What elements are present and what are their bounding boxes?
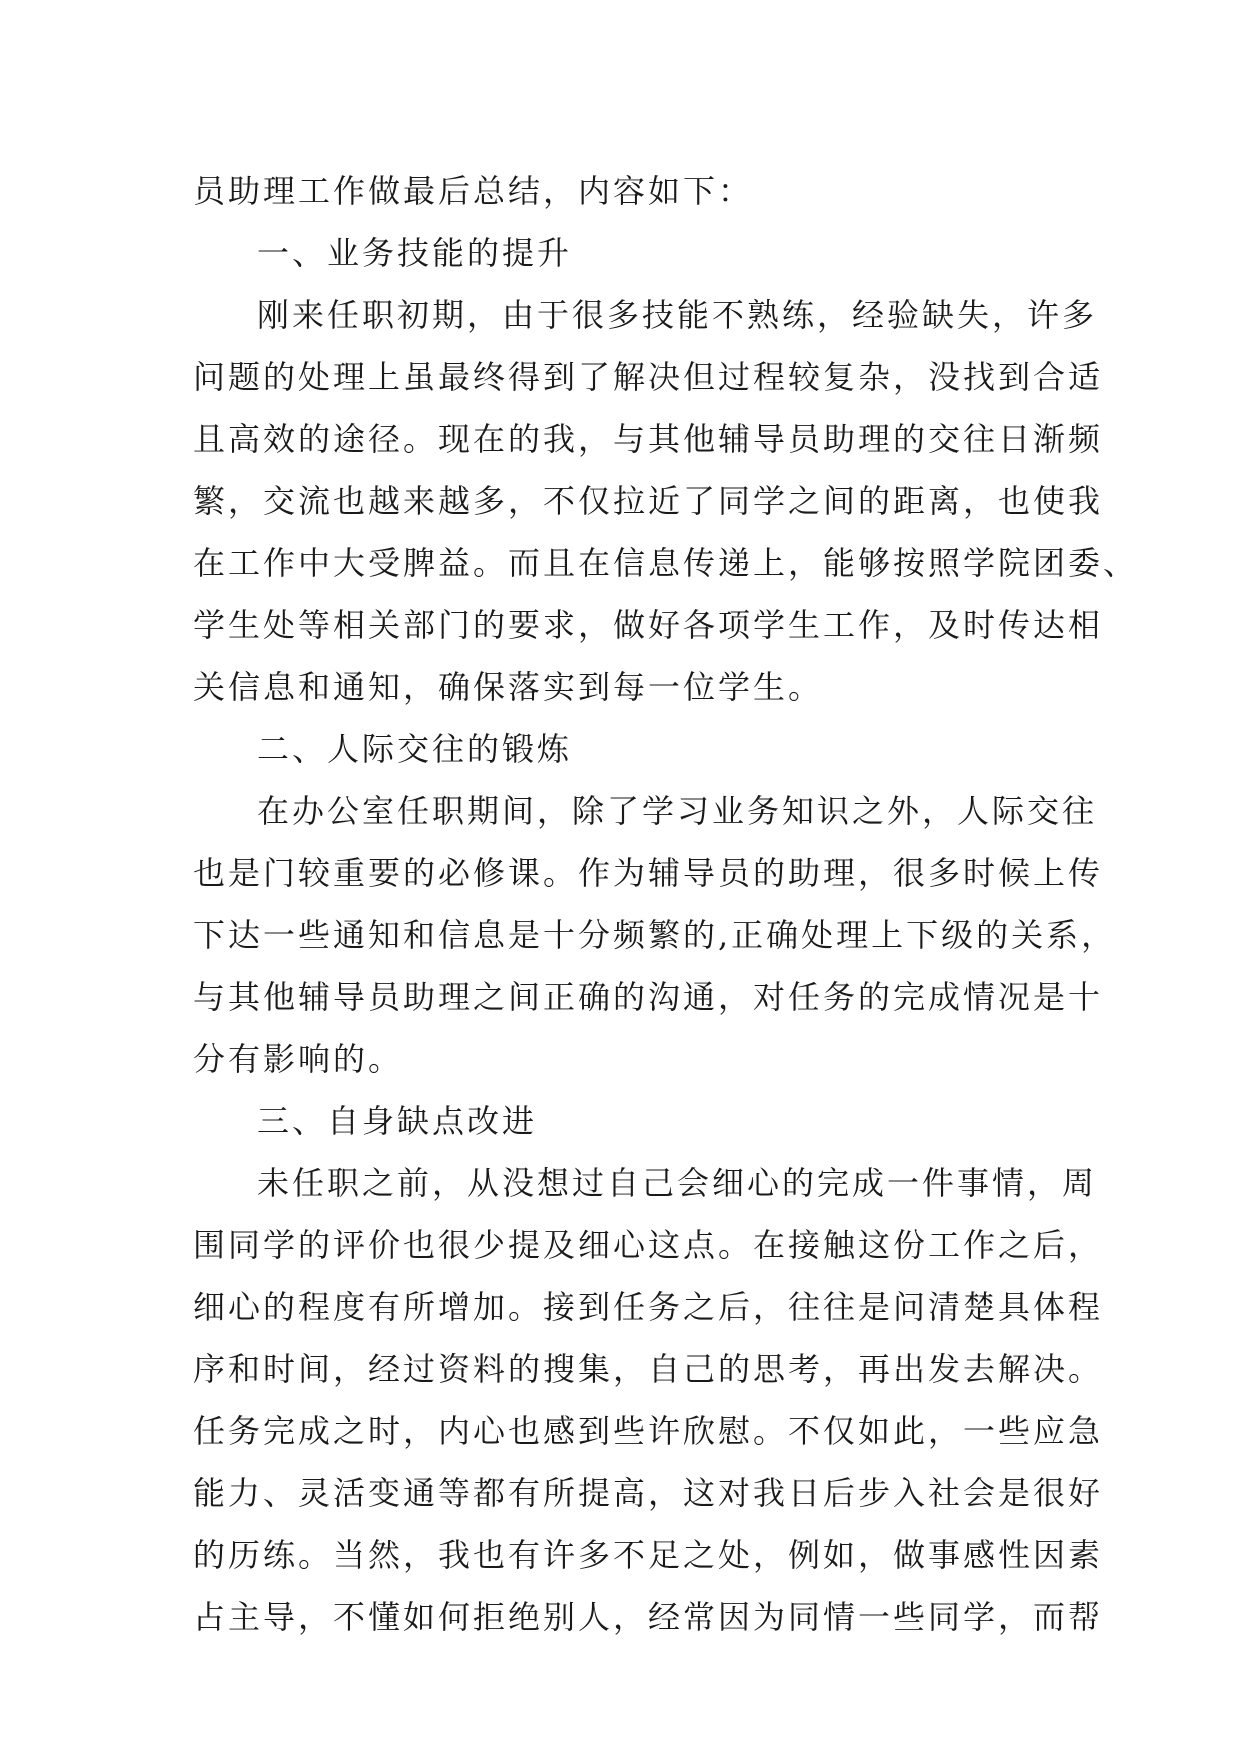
text-line: 能力、灵活变通等都有所提高，这对我日后步入社会是很好 xyxy=(193,1474,1104,1512)
text-line: 在办公室任职期间，除了学习业务知识之外，人际交往 xyxy=(257,792,1098,830)
text-line: 序和时间，经过资料的搜集，自己的思考，再出发去解决。 xyxy=(193,1350,1104,1388)
text-line: 围同学的评价也很少提及细心这点。在接触这份工作之后， xyxy=(193,1226,1104,1264)
text-line: 细心的程度有所增加。接到任务之后，往往是问清楚具体程 xyxy=(193,1288,1104,1326)
text-line: 任务完成之时，内心也感到些许欣慰。不仅如此，一些应急 xyxy=(193,1412,1104,1450)
text-line: 未任职之前，从没想过自己会细心的完成一件事情，周 xyxy=(257,1164,1098,1202)
text-line: 占主导，不懂如何拒绝别人，经常因为同情一些同学，而帮 xyxy=(193,1598,1104,1636)
text-line: 分有影响的。 xyxy=(193,1040,404,1078)
text-line: 也是门较重要的必修课。作为辅导员的助理，很多时候上传 xyxy=(193,854,1104,892)
text-line: 在工作中大受脾益。而且在信息传递上，能够按照学院团委、 xyxy=(193,544,1139,582)
text-line: 关信息和通知，确保落实到每一位学生。 xyxy=(193,668,824,706)
text-line: 下达一些通知和信息是十分频繁的,正确处理上下级的关系， xyxy=(193,916,1117,954)
document-body xyxy=(193,160,1139,1648)
section-heading: 一、业务技能的提升 xyxy=(257,234,573,272)
text-line: 与其他辅导员助理之间正确的沟通，对任务的完成情况是十 xyxy=(193,978,1104,1016)
text-line: 的历练。当然，我也有许多不足之处，例如，做事感性因素 xyxy=(193,1536,1104,1574)
text-line: 且高效的途径。现在的我，与其他辅导员助理的交往日渐频 xyxy=(193,420,1104,458)
section-heading: 三、自身缺点改进 xyxy=(257,1102,538,1140)
section-heading: 二、人际交往的锻炼 xyxy=(257,730,573,768)
text-line: 问题的处理上虽最终得到了解决但过程较复杂，没找到合适 xyxy=(193,358,1104,396)
text-line: 刚来任职初期，由于很多技能不熟练，经验缺失，许多 xyxy=(257,296,1098,334)
text-line: 繁，交流也越来越多，不仅拉近了同学之间的距离，也使我 xyxy=(193,482,1104,520)
text-line: 员助理工作做最后总结，内容如下： xyxy=(193,172,754,210)
text-line: 学生处等相关部门的要求，做好各项学生工作，及时传达相 xyxy=(193,606,1104,644)
